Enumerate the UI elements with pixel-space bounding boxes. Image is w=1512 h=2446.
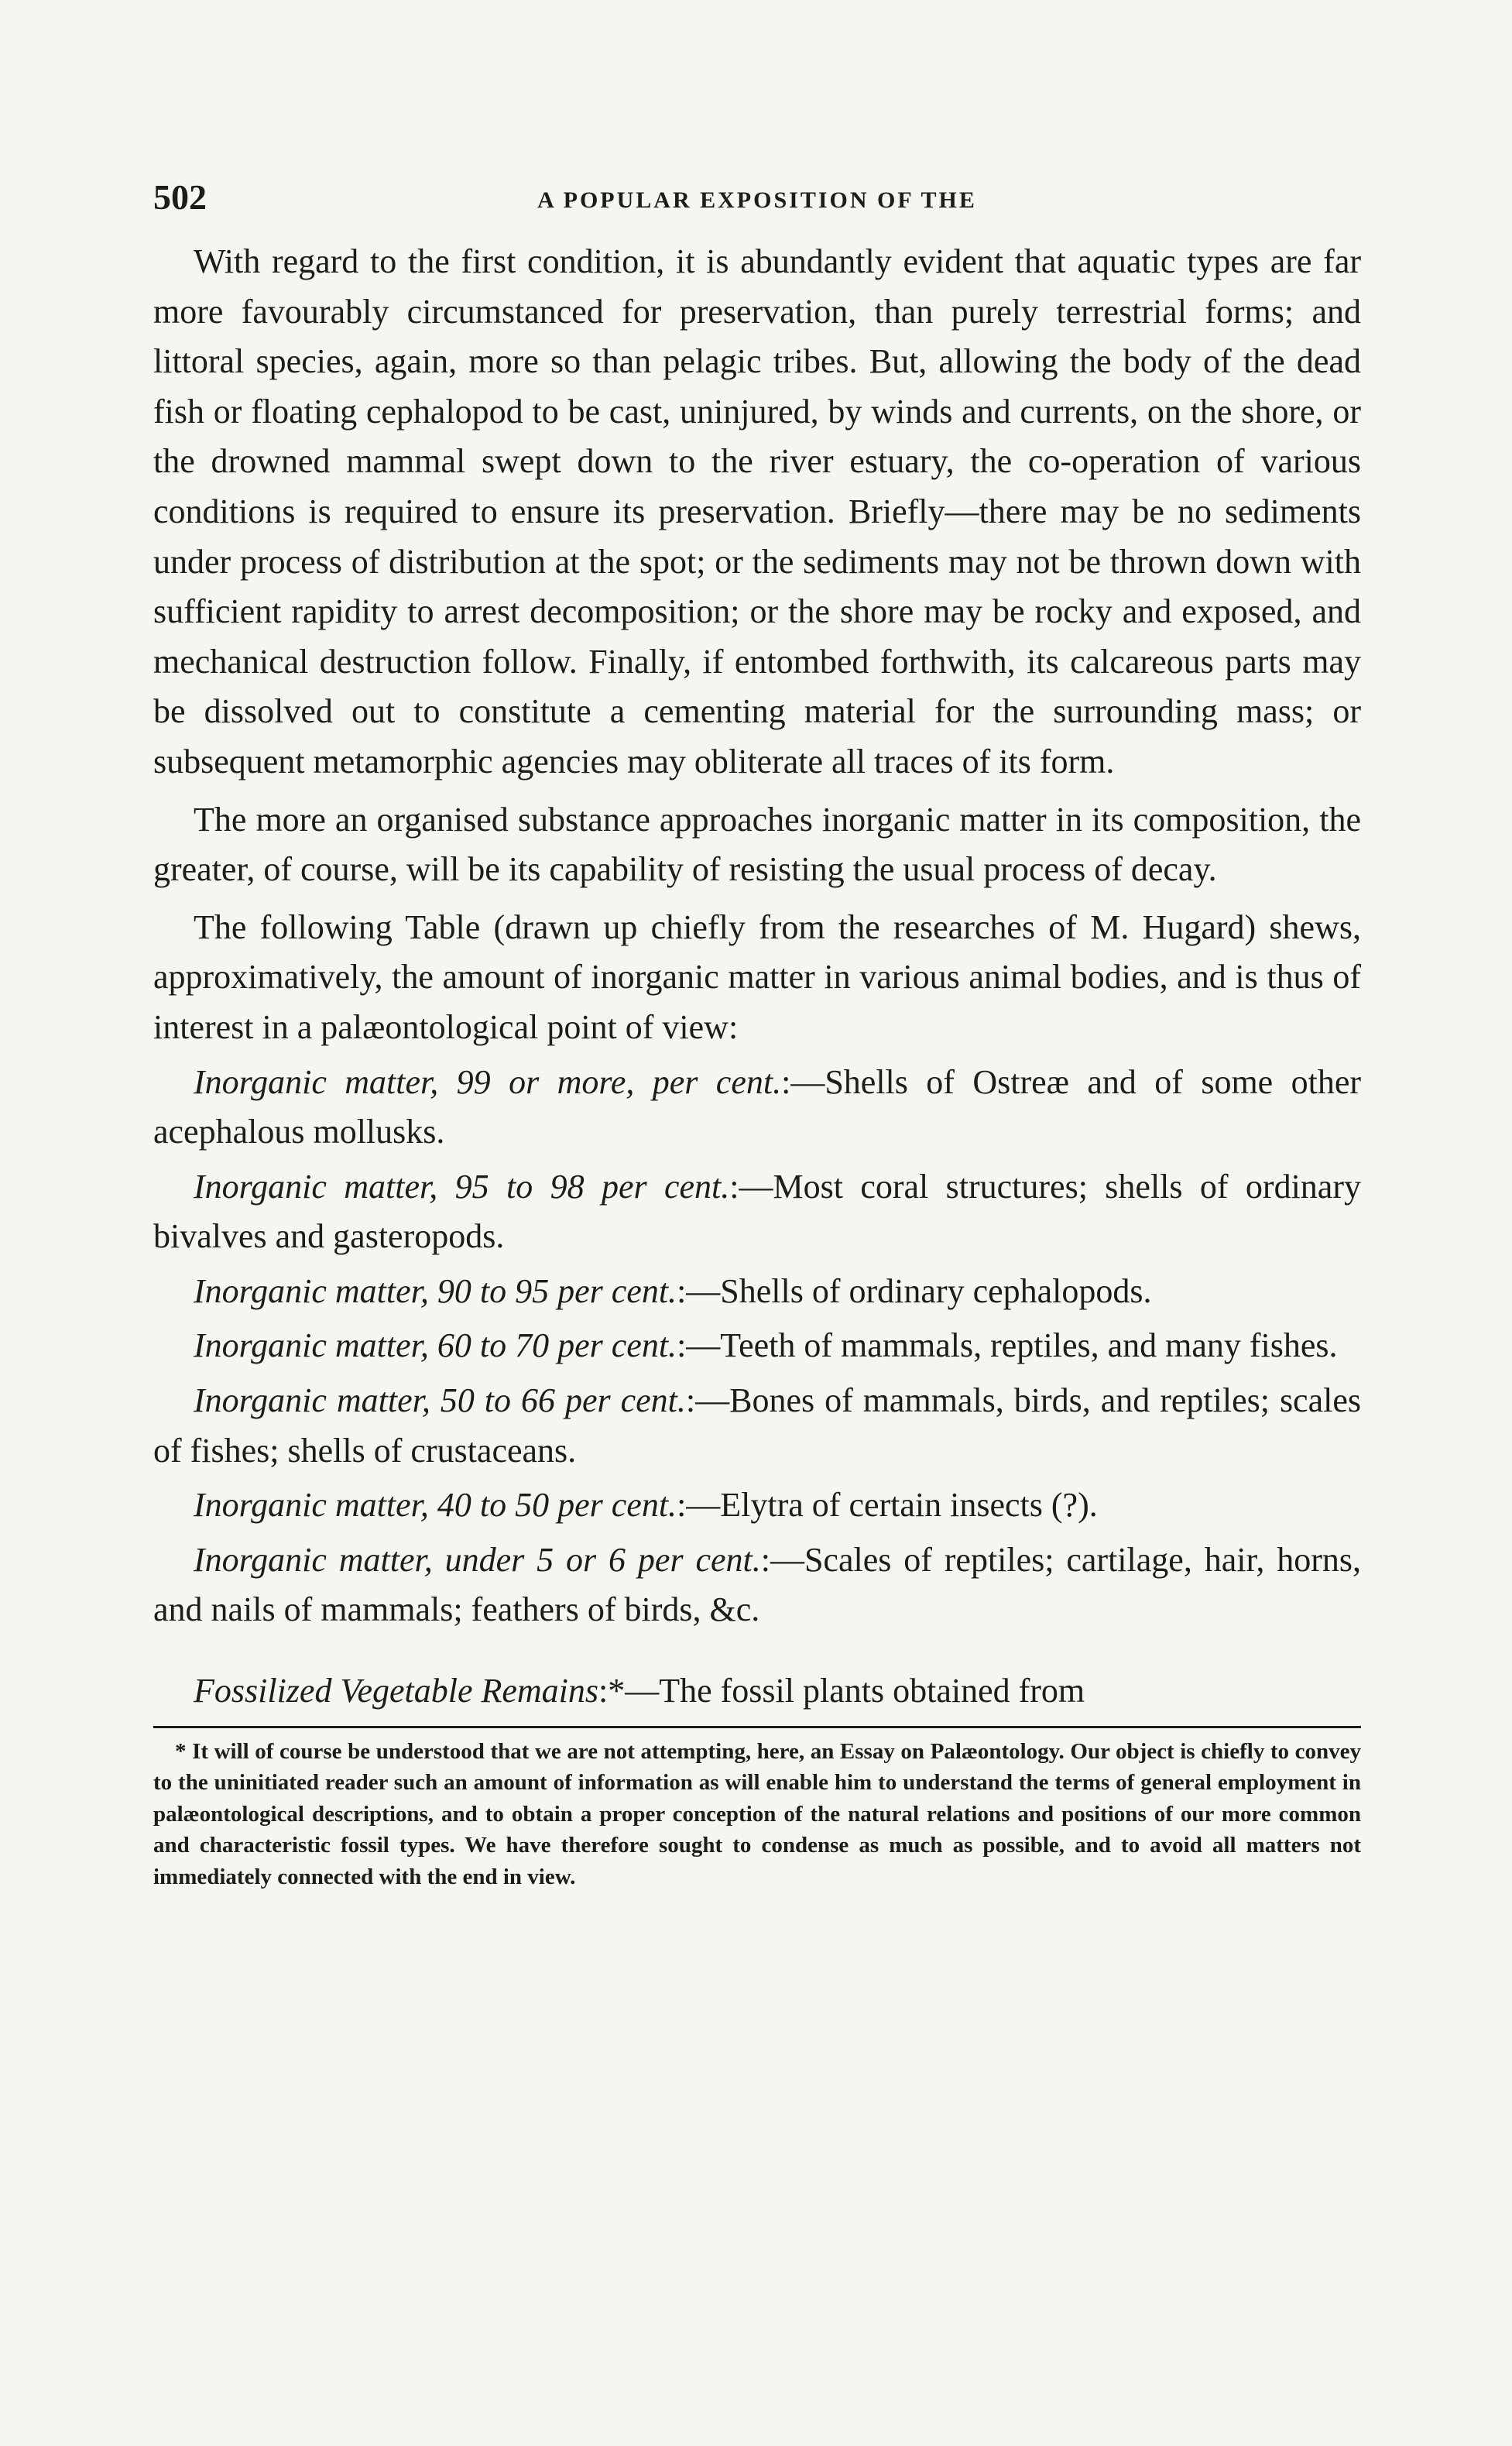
table-item [153,1376,1361,1476]
table-item [153,1267,1361,1317]
page-number: 502 [153,177,207,217]
item-text: :—Scales of reptiles; cartilage, hair, horns, and nails of mammals; feathers of birds, &c. [153,1540,1361,1629]
table-item [153,1058,1361,1158]
item-lead: Inorganic matter, under 5 or 6 per cent. [194,1540,761,1579]
item-text: :—Bones of mammals, birds, and reptiles; scales of fishes; shells of crustaceans. [153,1381,1361,1470]
running-head [153,177,1361,231]
paragraph-organised-substance: The more an organised substance approaches inorganic matter in its composition, the greater, of course, will be its capability of resisting the usual process of decay. [153,800,1361,889]
item-text: :—Shells of Ostreæ and of some other acephalous mollusks. [153,1062,1361,1151]
item-text: :—Elytra of certain insects (?). [677,1486,1098,1525]
section-text: :*—The fossil plants obtained from [598,1672,1085,1710]
item-lead: Inorganic matter, 50 to 66 per cent. [194,1381,686,1420]
book-page [153,177,1361,1892]
table-item [153,1535,1361,1635]
item-text: :—Most coral structures; shells of ordinary bivalves and gasteropods. [153,1167,1361,1256]
footnote-divider [153,1726,1361,1728]
section-lead: Fossilized Vegetable Remains [194,1672,599,1710]
item-lead: Inorganic matter, 99 or more, per cent. [194,1062,782,1101]
paragraph-table-intro: The following Table (drawn up chiefly from the researches of M. Hugard) shews, approximatively, the amount of inorganic matter in various animal bodies, and is thus of interest in a palæontological point of view: [153,907,1361,1046]
item-text: :—Shells of ordinary cephalopods. [677,1271,1152,1310]
item-text: :—Teeth of mammals, reptiles, and many fishes. [677,1326,1338,1365]
item-lead: Inorganic matter, 95 to 98 per cent. [194,1167,730,1206]
section-fossil-plants [153,1666,1361,1717]
table-item [153,1321,1361,1371]
body-text [153,237,1361,1717]
paragraph-preservation: With regard to the first condition, it is abundantly evident that aquatic types are far more favourably circumstanced for preservation, than purely terrestrial forms; and littoral species, again, more so than pelagic tribes. But, allowing the body of the dead fish or floating cephalopod to be cast, uninjured, by winds and currents, on the shore, or the drowned mammal swept down to the river estuary, the co-operation of various conditions is required to ensure its preservation. Briefly—there may be no sediments under process of distribution at the spot; or the sediments may not be thrown down with sufficient rapidity to arrest decomposition; or the shore may be rocky and exposed, and mechanical destruction follow. Finally, if entombed forthwith, its calcareous parts may be dissolved out to constitute a cementing material for the surrounding mass; or subsequent metamorphic agencies may obliterate all traces of its form. [153,242,1361,780]
running-title: A POPULAR EXPOSITION OF THE [537,187,977,213]
item-lead: Inorganic matter, 60 to 70 per cent. [194,1326,677,1365]
item-lead: Inorganic matter, 40 to 50 per cent. [194,1486,677,1525]
table-item [153,1480,1361,1531]
table-item [153,1162,1361,1262]
item-lead: Inorganic matter, 90 to 95 per cent. [194,1271,677,1310]
footnote: * It will of course be understood that we are not attempting, here, an Essay on Palæontology. Our object is chiefly to convey to the uninitiated reader such an amount of information as will enable him to understand the terms of general employment in palæontological descriptions, and to obtain a proper conception of the natural relations and positions of our more common and characteristic fossil types. We have therefore sought to condense as much as possible, and to avoid all matters not immediately connected with the end in view. [153,1738,1361,1889]
